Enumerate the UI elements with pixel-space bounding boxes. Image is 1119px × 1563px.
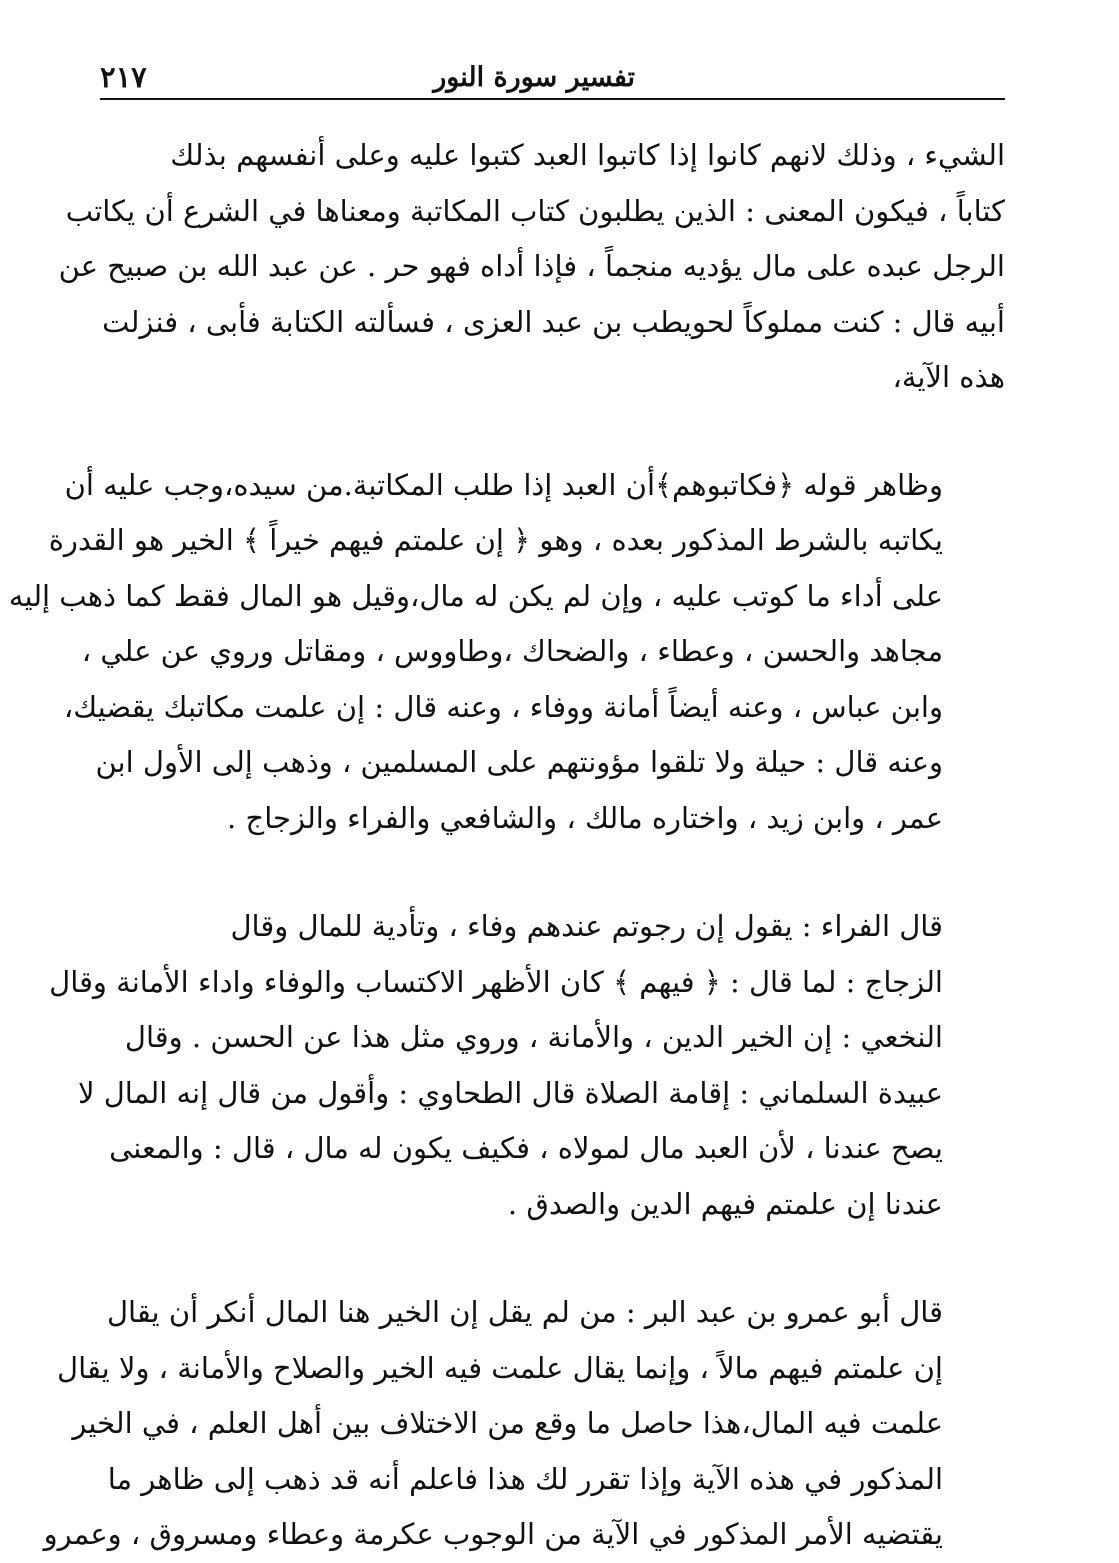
body-text [8,128,1005,1563]
text-line: قال أبو عمرو بن عبد البر : من لم يقل إن الخير هنا المال أنكر أن يقال [106,1295,943,1329]
text-line: يكاتبه بالشرط المذكور بعده ، وهو ﴿ إن علمتم فيهم خيراً ﴾ الخير هو القدرة [48,523,943,557]
paragraph-1 [58,128,1005,406]
text-line: أبيه قال : كنت مملوكاً لحويطب بن عبد العزى ، فسألته الكتابة فأبى ، فنزلت [102,304,1005,339]
text-line: علمت فيه المال،هذا حاصل ما وقع من الاختلاف بين أهل العلم ، في الخير [72,1406,943,1440]
page-number: ٢١٧ [100,60,147,94]
text-line: كتاباً ، فيكون المعنى : الذين يطلبون كتاب المكاتبة ومعناها في الشرع أن يكاتب [65,193,1005,228]
text-line: وعنه قال : حيلة ولا تلقوا مؤونتهم على المسلمين ، وذهب إلى الأول ابن [95,745,943,779]
text-line: عبيدة السلماني : إقامة الصلاة قال الطحاوي : وأقول من قال إنه المال لا [77,1075,943,1110]
text-line: على أداء ما كوتب عليه ، وإن لم يكن له مال،وقيل هو المال فقط كما ذهب إليه [8,578,943,613]
text-line: هذه الآية، [892,360,1005,394]
text-line: وظاهر قوله ﴿فكاتبوهم﴾أن العبد إذا طلب المكاتبة.من سيده،وجب عليه أن [64,467,943,502]
text-line: الزجاج : لما قال : ﴿ فيهم ﴾ كان الأظهر الاكتساب والوفاء واداء الأمانة وقال [49,964,943,999]
text-line: عمر ، وابن زيد ، واختاره مالك ، والشافعي والفراء والزجاج . [227,800,943,835]
text-line: مجاهد والحسن ، وعطاء ، والضحاك ،وطاووس ، ومقاتل وروي عن علي ، [81,634,943,668]
text-line: النخعي : إن الخير الدين ، والأمانة ، وروي مثل هذا عن الحسن . وقال [124,1020,943,1054]
paragraph-4 [43,1285,1005,1563]
text-line: وابن عباس ، وعنه أيضاً أمانة ووفاء ، وعنه قال : إن علمت مكاتبك يقضيك، [63,689,943,724]
text-line: إن علمتم فيهم مالاً ، وإنما يقال علمت فيه الخير والصلاح والأمانة ، ولا يقال [57,1350,943,1385]
text-line: يصح عندنا ، لأن العبد مال لمولاه ، فكيف يكون له مال ، قال : والمعنى [109,1131,943,1165]
text-line: عندنا إن علمتم فيهم الدين والصدق . [507,1186,943,1221]
text-line: قال الفراء : يقول إن رجوتم عندهم وفاء ، وتأدية للمال وقال [230,909,943,943]
text-line: الرجل عبده على مال يؤديه منجماً ، فإذا أداه فهو حر . عن عبد الله بن صبيح عن [58,249,1005,283]
running-header [100,60,1005,100]
header-title: تفسير سورة النور [433,62,635,93]
text-line: يقتضيه الأمر المذكور في الآية من الوجوب عكرمة وعطاء ومسروق ، وعمرو [43,1517,943,1551]
text-line: المذكور في هذه الآية وإذا تقرر لك هذا فاعلم أنه قد ذهب إلى ظاهر ما [107,1461,943,1496]
paragraph-3 [49,899,1005,1232]
paragraph-2 [8,458,1005,847]
text-line: الشيء ، وذلك لانهم كانوا إذا كاتبوا العبد كتبوا عليه وعلى أنفسهم بذلك [170,138,1005,172]
